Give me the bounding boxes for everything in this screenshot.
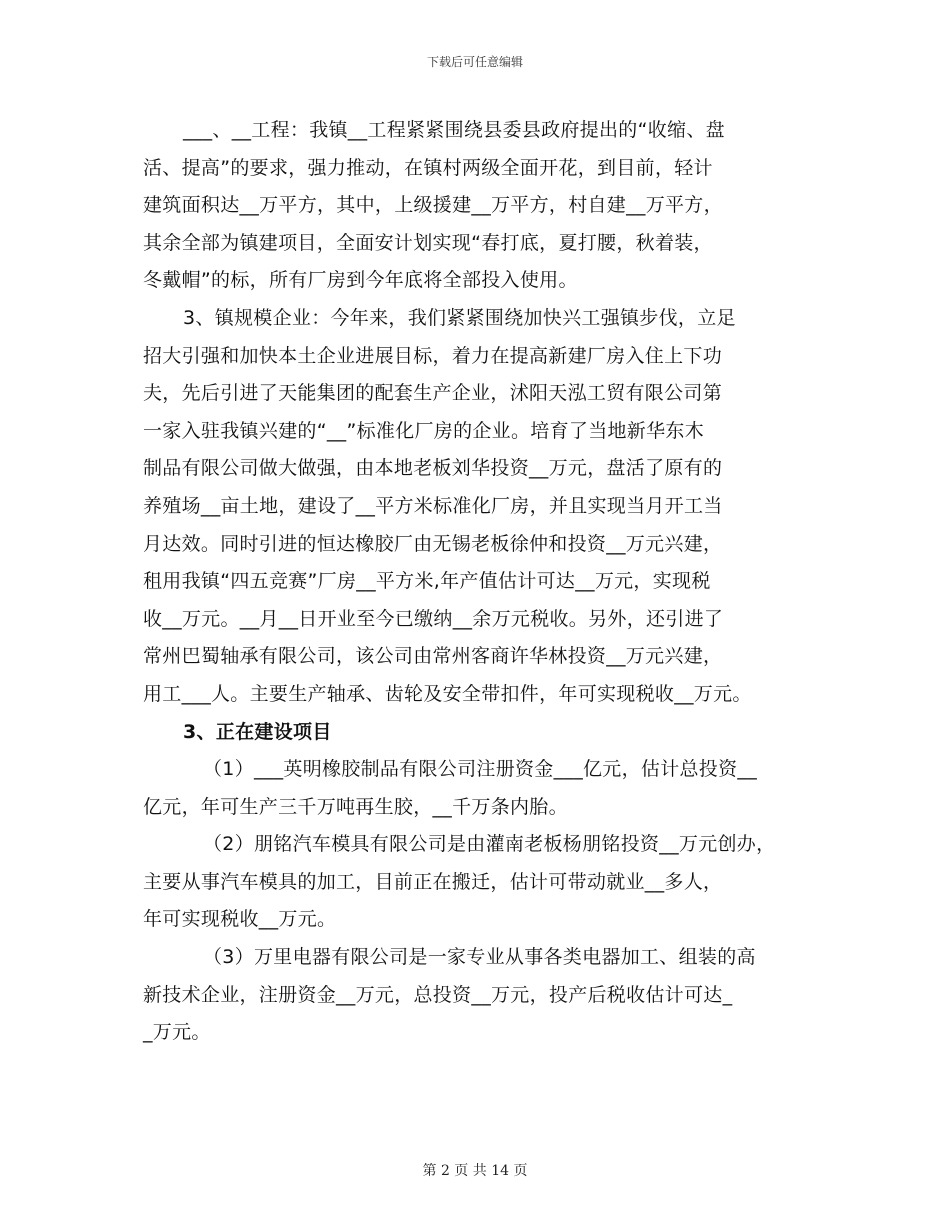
paragraph-line: 招大引强和加快本土企业进展目标，着力在提高新建厂房入住上下功 (143, 344, 723, 367)
paragraph-line: 活、提高”的要求，强力推动，在镇村两级全面开花，到目前，轻计 (143, 156, 713, 179)
paragraph-line: 夫，先后引进了天能集团的配套生产企业，沭阳天泓工贸有限公司第 (143, 382, 723, 405)
paragraph-line: 常州巴蜀轴承有限公司，该公司由常州客商许华林投资__万元兴建， (143, 645, 723, 668)
paragraph-line: 制品有限公司做大做强，由本地老板刘华投资__万元，盘活了原有的 (143, 457, 723, 480)
paragraph-line: 养殖场__亩土地，建设了__平方米标准化厂房，并且实现当月开工当 (143, 494, 723, 517)
paragraph-line: （3）万里电器有限公司是一家专业从事各类电器加工、组装的高 (203, 946, 756, 969)
paragraph-line: 收__万元。__月__日开业至今已缴纳__余万元税收。另外，还引进了 (143, 607, 724, 630)
document-body (143, 112, 823, 1052)
paragraph-line: _万元。 (143, 1021, 211, 1044)
page-header: 下载后可任意编辑 (426, 55, 523, 69)
paragraph-line: 其余全部为镇建项目，全面安计划实现“春打底，夏打腰，秋着装， (143, 231, 713, 254)
paragraph-line: （2）朋铭汽车模具有限公司是由灌南老板杨朋铭投资__万元创办， (203, 833, 776, 856)
section-heading: 3、正在建设项目 (183, 720, 332, 743)
paragraph-line: 新技术企业，注册资金__万元，总投资__万元，投产后税收估计可达_ (143, 983, 733, 1006)
paragraph-line: 一家入驻我镇兴建的“__”标准化厂房的企业。培育了当地新华东木 (143, 419, 704, 442)
paragraph-line: 3、镇规模企业：今年来，我们紧紧围绕加快兴工强镇步伐，立足 (183, 306, 736, 329)
paragraph-line: 建筑面积达__万平方，其中，上级援建__万平方，村自建__万平方， (143, 194, 723, 217)
paragraph-line: 租用我镇“四五竞赛”厂房__平方米,年产值估计可达__万元，实现税 (143, 570, 711, 593)
paragraph-line: 主要从事汽车模具的加工，目前正在搬迁，估计可带动就业__多人， (143, 870, 723, 893)
paragraph-line: （1）___英明橡胶制品有限公司注册资金___亿元，估计总投资__ (203, 758, 757, 781)
page-footer: 第 2 页 共 14 页 (422, 1163, 528, 1179)
paragraph-line: 亿元，年可生产三千万吨再生胶，__千万条内胎。 (143, 795, 568, 818)
paragraph-line: ___、__工程：我镇__工程紧紧围绕县委县政府提出的“收缩、盘 (183, 119, 725, 141)
paragraph-line: 月达效。同时引进的恒达橡胶厂由无锡老板徐仲和投资__万元兴建， (143, 532, 723, 555)
paragraph-line: 冬戴帽”的标，所有厂房到今年底将全部投入使用。 (143, 269, 578, 292)
paragraph-line: 用工___人。主要生产轴承、齿轮及安全带扣件，年可实现税收__万元。 (143, 682, 752, 705)
paragraph-line: 年可实现税收__万元。 (143, 908, 337, 931)
